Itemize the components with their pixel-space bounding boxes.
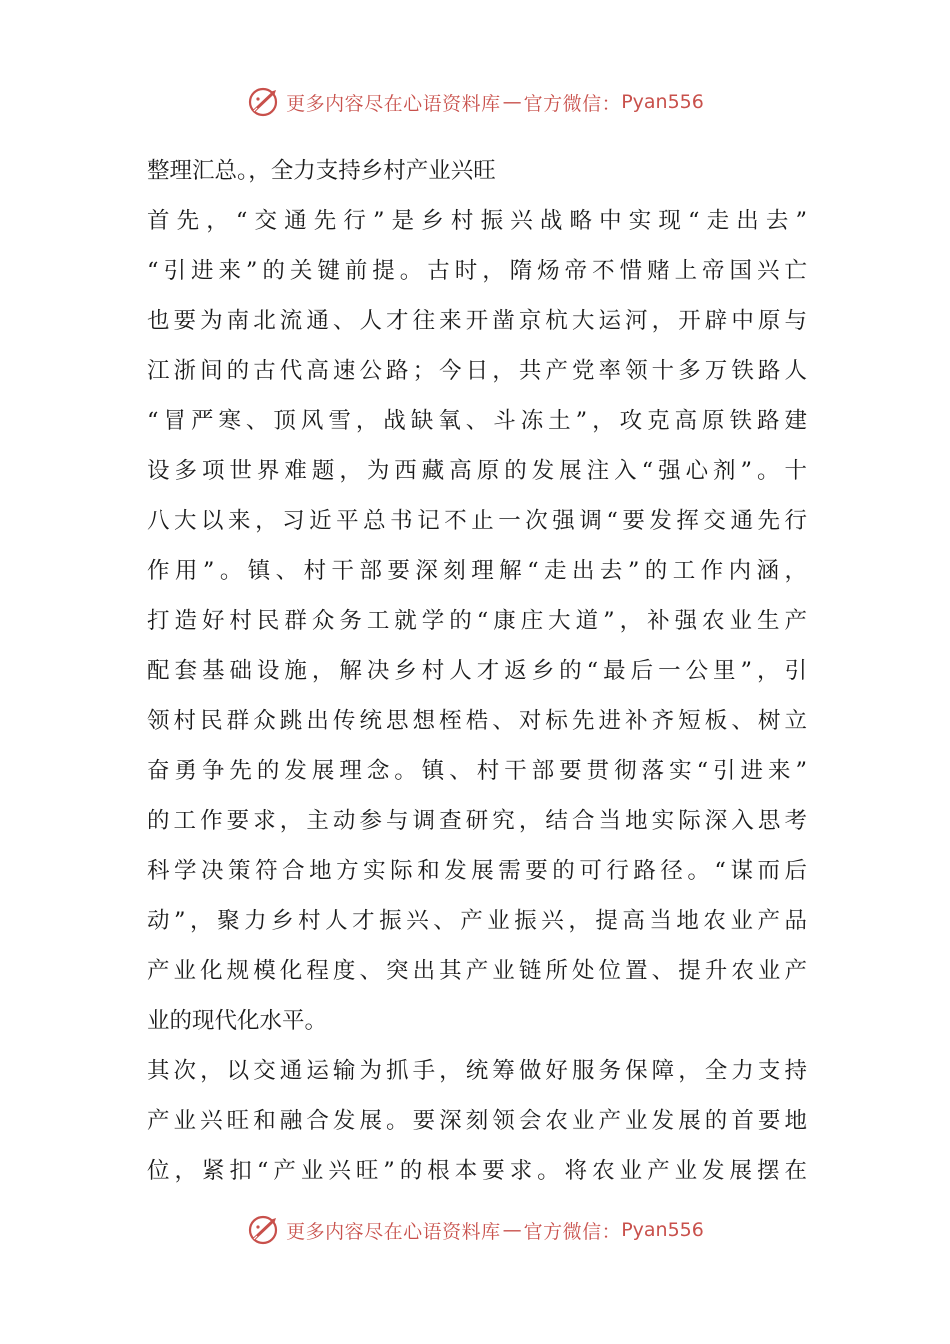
text-line: 产业兴旺和融合发展。要深刻领会农业产业发展的首要地 bbox=[147, 1108, 807, 1134]
text-line: 配套基础设施，解决乡村人才返乡的“最后一公里”，引 bbox=[147, 658, 807, 684]
text-line: 奋勇争先的发展理念。镇、村干部要贯彻落实“引进来” bbox=[147, 758, 807, 784]
watermark-site-text: 更多内容尽在心语资料库 bbox=[286, 1220, 501, 1243]
text-line: 整理汇总。，全力支持乡村产业兴旺 bbox=[147, 158, 496, 184]
text-line: 业的现代化水平。 bbox=[147, 1008, 328, 1034]
text-line: 首先，“交通先行”是乡村振兴战略中实现“走出去” bbox=[147, 208, 807, 234]
text-line: 位，紧扣“产业兴旺”的根本要求。将农业产业发展摆在 bbox=[147, 1158, 807, 1184]
text-line: 产业化规模化程度、突出其产业链所处位置、提升农业产 bbox=[147, 958, 807, 984]
document-body bbox=[147, 146, 807, 1196]
text-line: 领村民群众跳出传统思想桎梏、对标先进补齐短板、树立 bbox=[147, 708, 807, 734]
text-line: 设多项世界难题，为西藏高原的发展注入“强心剂”。十 bbox=[147, 458, 807, 484]
watermark-separator: — bbox=[502, 91, 522, 113]
text-line: “引进来”的关键前提。古时，隋炀帝不惜赌上帝国兴亡 bbox=[147, 258, 807, 284]
watermark-separator: — bbox=[502, 1219, 522, 1241]
watermark-wechat-label: 官方微信： bbox=[523, 92, 622, 115]
footer-watermark bbox=[0, 1210, 950, 1250]
pen-logo-icon bbox=[246, 84, 282, 120]
watermark-site-text: 更多内容尽在心语资料库 bbox=[286, 92, 501, 115]
watermark-wechat-label: 官方微信： bbox=[523, 1220, 622, 1243]
watermark-wechat-handle: Pyan556 bbox=[621, 1219, 704, 1241]
pen-logo-icon bbox=[246, 1212, 282, 1248]
text-line: 也要为南北流通、人才往来开凿京杭大运河，开辟中原与 bbox=[147, 308, 807, 334]
text-line: 其次，以交通运输为抓手，统筹做好服务保障，全力支持 bbox=[147, 1058, 807, 1084]
text-line: 作用”。镇、村干部要深刻理解“走出去”的工作内涵， bbox=[147, 558, 807, 584]
text-line: 八大以来，习近平总书记不止一次强调“要发挥交通先行 bbox=[147, 508, 807, 534]
text-line: 动”，聚力乡村人才振兴、产业振兴，提高当地农业产品 bbox=[147, 908, 807, 934]
text-line: 科学决策符合地方实际和发展需要的可行路径。“谋而后 bbox=[147, 858, 807, 884]
text-line: 江浙间的古代高速公路；今日，共产党率领十多万铁路人 bbox=[147, 358, 807, 384]
text-line: “冒严寒、顶风雪，战缺氧、斗冻土”，攻克高原铁路建 bbox=[147, 408, 807, 434]
text-line: 的工作要求，主动参与调查研究，结合当地实际深入思考 bbox=[147, 808, 807, 834]
watermark-wechat-handle: Pyan556 bbox=[621, 91, 704, 113]
text-line: 打造好村民群众务工就学的“康庄大道”，补强农业生产 bbox=[147, 608, 807, 634]
header-watermark bbox=[0, 82, 950, 122]
